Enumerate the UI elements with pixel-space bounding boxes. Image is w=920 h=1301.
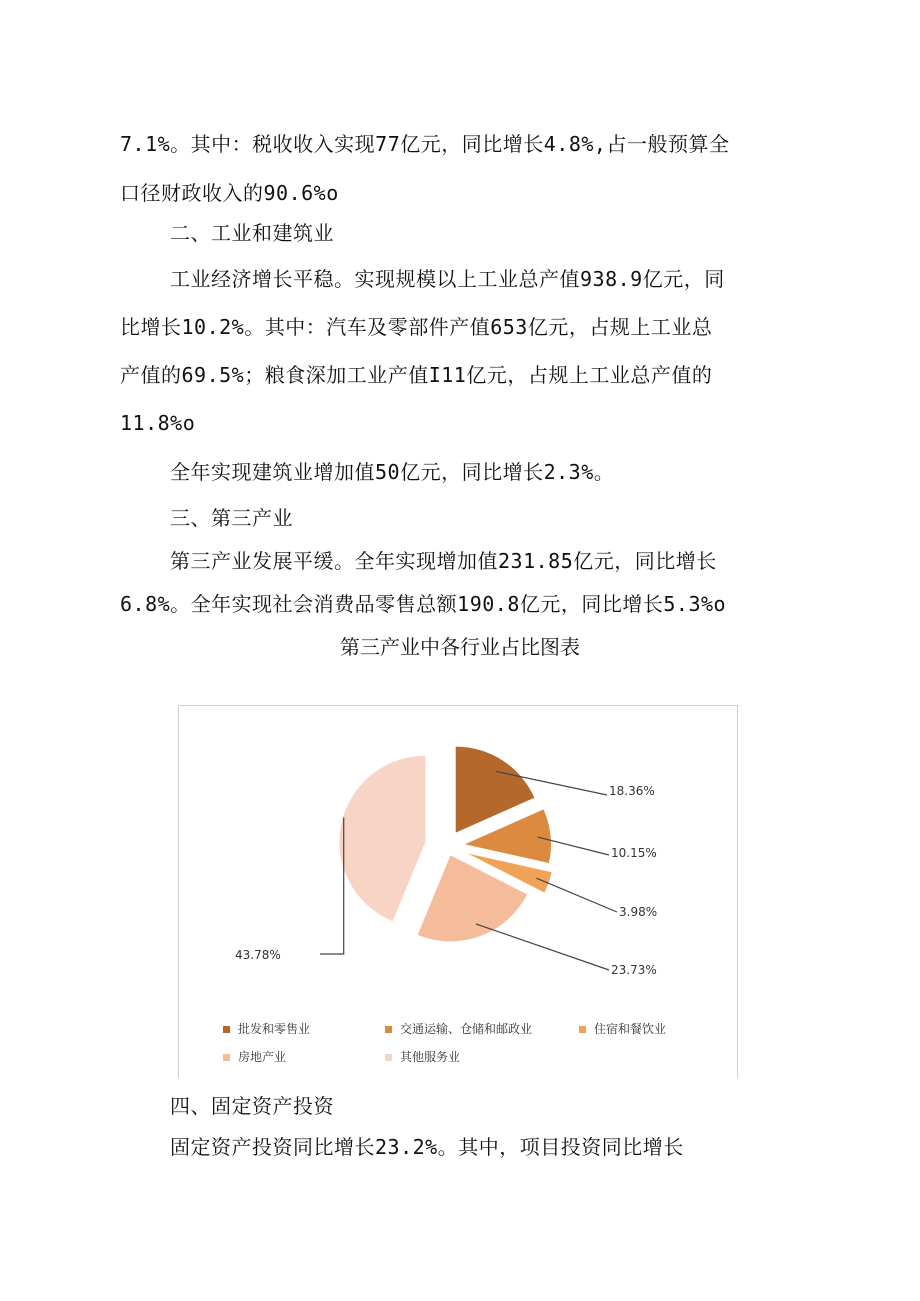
data-label-5: 43.78% [235, 948, 281, 962]
paragraph-line-5: 产值的69.5%；粮食深加工业产值I11亿元，占规上工业总产值的 [120, 363, 713, 387]
data-label-2: 10.15% [611, 846, 657, 860]
paragraph-line-4: 比增长10.2%。其中：汽车及零部件产值653亿元，占规上工业总 [120, 315, 713, 339]
legend-label: 住宿和餐饮业 [594, 1022, 667, 1036]
legend-swatch [579, 1026, 586, 1033]
legend-item-5 [385, 1048, 460, 1065]
leader-line-3 [536, 878, 617, 912]
data-label-1: 18.36% [609, 784, 655, 798]
legend-swatch [385, 1026, 392, 1033]
chart-title: 第三产业中各行业占比图表 [340, 635, 580, 659]
pie-slice-5 [339, 756, 425, 922]
section-heading-investment: 四、固定资产投资 [170, 1094, 334, 1118]
legend-swatch [385, 1054, 392, 1061]
legend-item-3 [579, 1020, 666, 1037]
legend-label: 房地产业 [238, 1050, 287, 1064]
data-label-4: 23.73% [611, 963, 657, 977]
legend-label: 交通运输、仓储和邮政业 [400, 1022, 533, 1036]
legend-item-4 [223, 1048, 286, 1065]
section-heading-industry: 二、工业和建筑业 [170, 221, 334, 245]
paragraph-line-9: 6.8%。全年实现社会消费品零售总额190.8亿元，同比增长5.3%o [120, 592, 727, 616]
paragraph-line-2: 口径财政收入的90.6%o [120, 181, 339, 205]
section-heading-tertiary: 三、第三产业 [170, 506, 293, 530]
paragraph-line-10: 固定资产投资同比增长23.2%。其中，项目投资同比增长 [170, 1135, 684, 1159]
paragraph-line-1: 7.1%。其中：税收收入实现77亿元，同比增长4.8%,占一般预算全 [120, 132, 730, 156]
paragraph-line-8: 第三产业发展平缓。全年实现增加值231.85亿元，同比增长 [170, 549, 717, 573]
paragraph-line-7: 全年实现建筑业增加值50亿元，同比增长2.3%。 [170, 460, 615, 484]
paragraph-line-6: 11.8%o [120, 411, 196, 435]
legend-item-2 [385, 1020, 532, 1037]
legend-swatch [223, 1026, 230, 1033]
leader-line-4 [476, 924, 609, 970]
legend-label: 批发和零售业 [238, 1022, 311, 1036]
data-label-3: 3.98% [619, 905, 658, 919]
paragraph-line-3: 工业经济增长平稳。实现规模以上工业总产值938.9亿元，同 [170, 267, 725, 291]
pie-chart [178, 705, 738, 1078]
legend-swatch [223, 1054, 230, 1061]
legend-item-1 [223, 1020, 310, 1037]
legend-label: 其他服务业 [400, 1050, 461, 1064]
